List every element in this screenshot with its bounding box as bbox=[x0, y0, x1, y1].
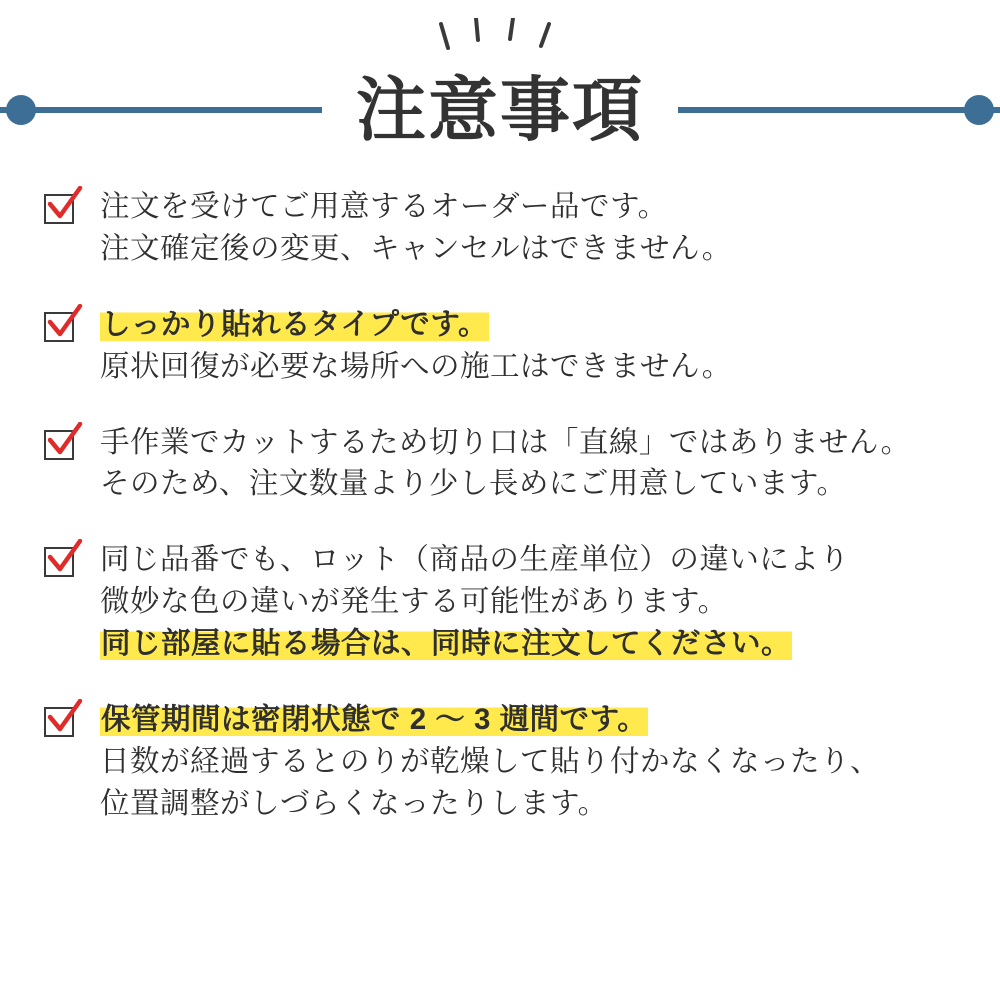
list-item-line: 同じ品番でも、ロット（商品の生産単位）の違いにより bbox=[100, 543, 850, 577]
list-item-line: 注文を受けてご用意するオーダー品です。 bbox=[100, 190, 668, 223]
title-dot-left bbox=[6, 95, 36, 125]
list-item-lines bbox=[100, 699, 956, 825]
list-item-line: 保管期間は密閉状態で 2 〜 3 週間です。 bbox=[101, 702, 648, 736]
page-title: 注意事項 bbox=[356, 71, 644, 149]
list-item bbox=[44, 539, 956, 665]
list-item-line: そのため、注文数量より少し長めにご用意しています。 bbox=[100, 467, 847, 501]
checked-checkbox-icon bbox=[44, 310, 78, 344]
page-header bbox=[0, 0, 1000, 170]
title-row bbox=[0, 60, 1000, 160]
checked-checkbox-icon bbox=[44, 428, 78, 462]
list-item-line: 原状回復が必要な場所への施工はできません。 bbox=[100, 349, 732, 383]
list-item-lines bbox=[100, 186, 956, 270]
list-item bbox=[44, 422, 956, 506]
list-item-line: 注文確定後の変更、キャンセルはできません。 bbox=[100, 231, 732, 265]
checked-checkbox-icon bbox=[44, 192, 78, 226]
title-dot-right bbox=[964, 95, 994, 125]
list-item-lines bbox=[100, 422, 956, 506]
list-item-line: 同じ部屋に貼る場合は、同時に注文してください。 bbox=[101, 627, 792, 660]
list-item bbox=[44, 304, 956, 388]
list-item-line: 日数が経過するとのりが乾燥して貼り付かなくなったり、 bbox=[100, 744, 881, 778]
list-item-lines bbox=[100, 539, 956, 665]
list-item-line: 位置調整がしづらくなったりします。 bbox=[100, 786, 608, 820]
checked-checkbox-icon bbox=[44, 545, 78, 579]
checked-checkbox-icon bbox=[44, 705, 78, 739]
title-rule-left bbox=[0, 107, 322, 113]
list-item-line: 手作業でカットするため切り口は「直線」ではありません。 bbox=[100, 425, 911, 459]
list-item bbox=[44, 186, 956, 270]
notice-list bbox=[0, 186, 1000, 825]
title-rule-right bbox=[678, 107, 1000, 113]
list-item-line: 微妙な色の違いが発生する可能性があります。 bbox=[100, 585, 728, 619]
list-item bbox=[44, 699, 956, 825]
list-item-line: しっかり貼れるタイプです。 bbox=[101, 307, 489, 341]
list-item-lines bbox=[100, 304, 956, 388]
